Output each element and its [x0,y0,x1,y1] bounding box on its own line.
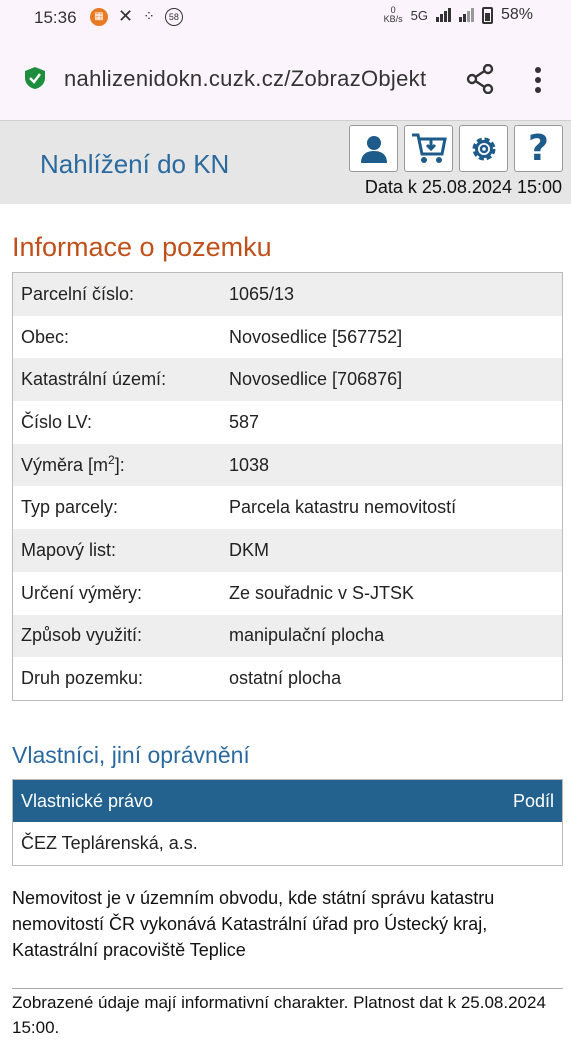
table-row [13,444,562,487]
notification-icons [90,6,183,27]
help-icon: ? [528,128,549,169]
table-row [13,572,562,615]
table-row [13,615,562,658]
signal-strength-icon [436,8,451,22]
network-speed: 0 KB/s [383,5,403,24]
site-header [0,120,571,204]
row-value: Parcela katastru nemovitostí [229,497,457,518]
column-header-share: Podíl [512,790,554,811]
row-value: 1065/13 [229,283,295,304]
row-value: Ze souřadnic v S-JTSK [229,582,415,603]
owner-name[interactable]: ČEZ Teplárenská, a.s. [21,833,198,853]
owners-table [12,779,563,866]
row-value: 1038 [229,454,270,475]
column-header-right: Vlastnické právo [21,790,154,811]
user-icon [358,133,390,165]
close-notification-icon: ✕ [118,6,134,26]
footer-note: Zobrazené údaje mají informativní charakter. Platnost dat k 25.08.2024 15:00. [12,993,546,1037]
cart-download-icon [411,132,447,166]
table-row [13,486,562,529]
help-button[interactable] [514,125,563,172]
share-icon[interactable] [466,64,494,94]
row-value: DKM [229,539,269,560]
row-label: Obec: [21,326,70,347]
table-row [13,316,562,359]
browser-url-bar [0,34,571,120]
owners-heading: Vlastníci, jiní oprávnění [12,742,250,768]
owners-table-header [13,780,562,822]
gear-icon [468,133,500,165]
battery-percent: 58% [500,6,533,23]
row-label: Číslo LV: [21,411,93,432]
row-label: Mapový list: [21,539,117,560]
settings-button[interactable] [459,125,508,172]
toolbar [349,125,563,172]
site-title[interactable]: Nahlížení do KN [40,149,230,179]
table-row [13,273,562,316]
table-row [13,529,562,572]
signal-dots-icon: ⁘ [143,8,155,24]
divider [12,988,563,989]
table-row [13,358,562,401]
table-row [13,822,562,865]
badge-count-icon: 58 [165,8,183,26]
network-type: 5G [410,7,428,23]
row-label: Výměra $[m^2]$: [21,452,125,475]
app-notification-icon: ▦ [90,8,108,26]
office-note: Nemovitost je v územním obvodu, kde státní správu katastru nemovitostí ČR vykonává Katastrální úřad pro Ústecký kraj, Katastrální pracoviště Teplice [12,888,495,960]
info-heading: Informace o pozemku [12,232,272,262]
user-button[interactable] [349,125,398,172]
status-time: 15:36 [34,8,77,27]
secure-shield-icon[interactable] [24,66,46,90]
table-row [13,657,562,700]
menu-kebab-icon[interactable] [533,67,543,93]
row-value: manipulační plocha [229,625,385,646]
row-label: Určení výměry: [21,582,143,603]
row-label: Způsob využití: [21,625,143,646]
status-bar [0,0,571,34]
row-label: Typ parcely: [21,497,119,518]
signal-strength-2-icon [459,8,474,22]
row-label: Katastrální území: [21,369,167,390]
row-value: ostatní plocha [229,668,342,689]
battery-icon [482,7,493,24]
row-value[interactable]: 587 [229,411,260,432]
row-value[interactable]: Novosedlice [706876] [229,369,403,390]
data-date: Data k 25.08.2024 15:00 [364,177,562,197]
table-row [13,401,562,444]
cart-button[interactable] [404,125,453,172]
parcel-info-table [12,272,563,701]
system-icons [384,6,533,24]
url-text[interactable]: nahlizenidokn.cuzk.cz/ZobrazObjekt [64,66,427,91]
row-value[interactable]: Novosedlice [567752] [229,326,403,347]
row-label: Parcelní číslo: [21,283,135,304]
row-label: Druh pozemku: [21,668,144,689]
